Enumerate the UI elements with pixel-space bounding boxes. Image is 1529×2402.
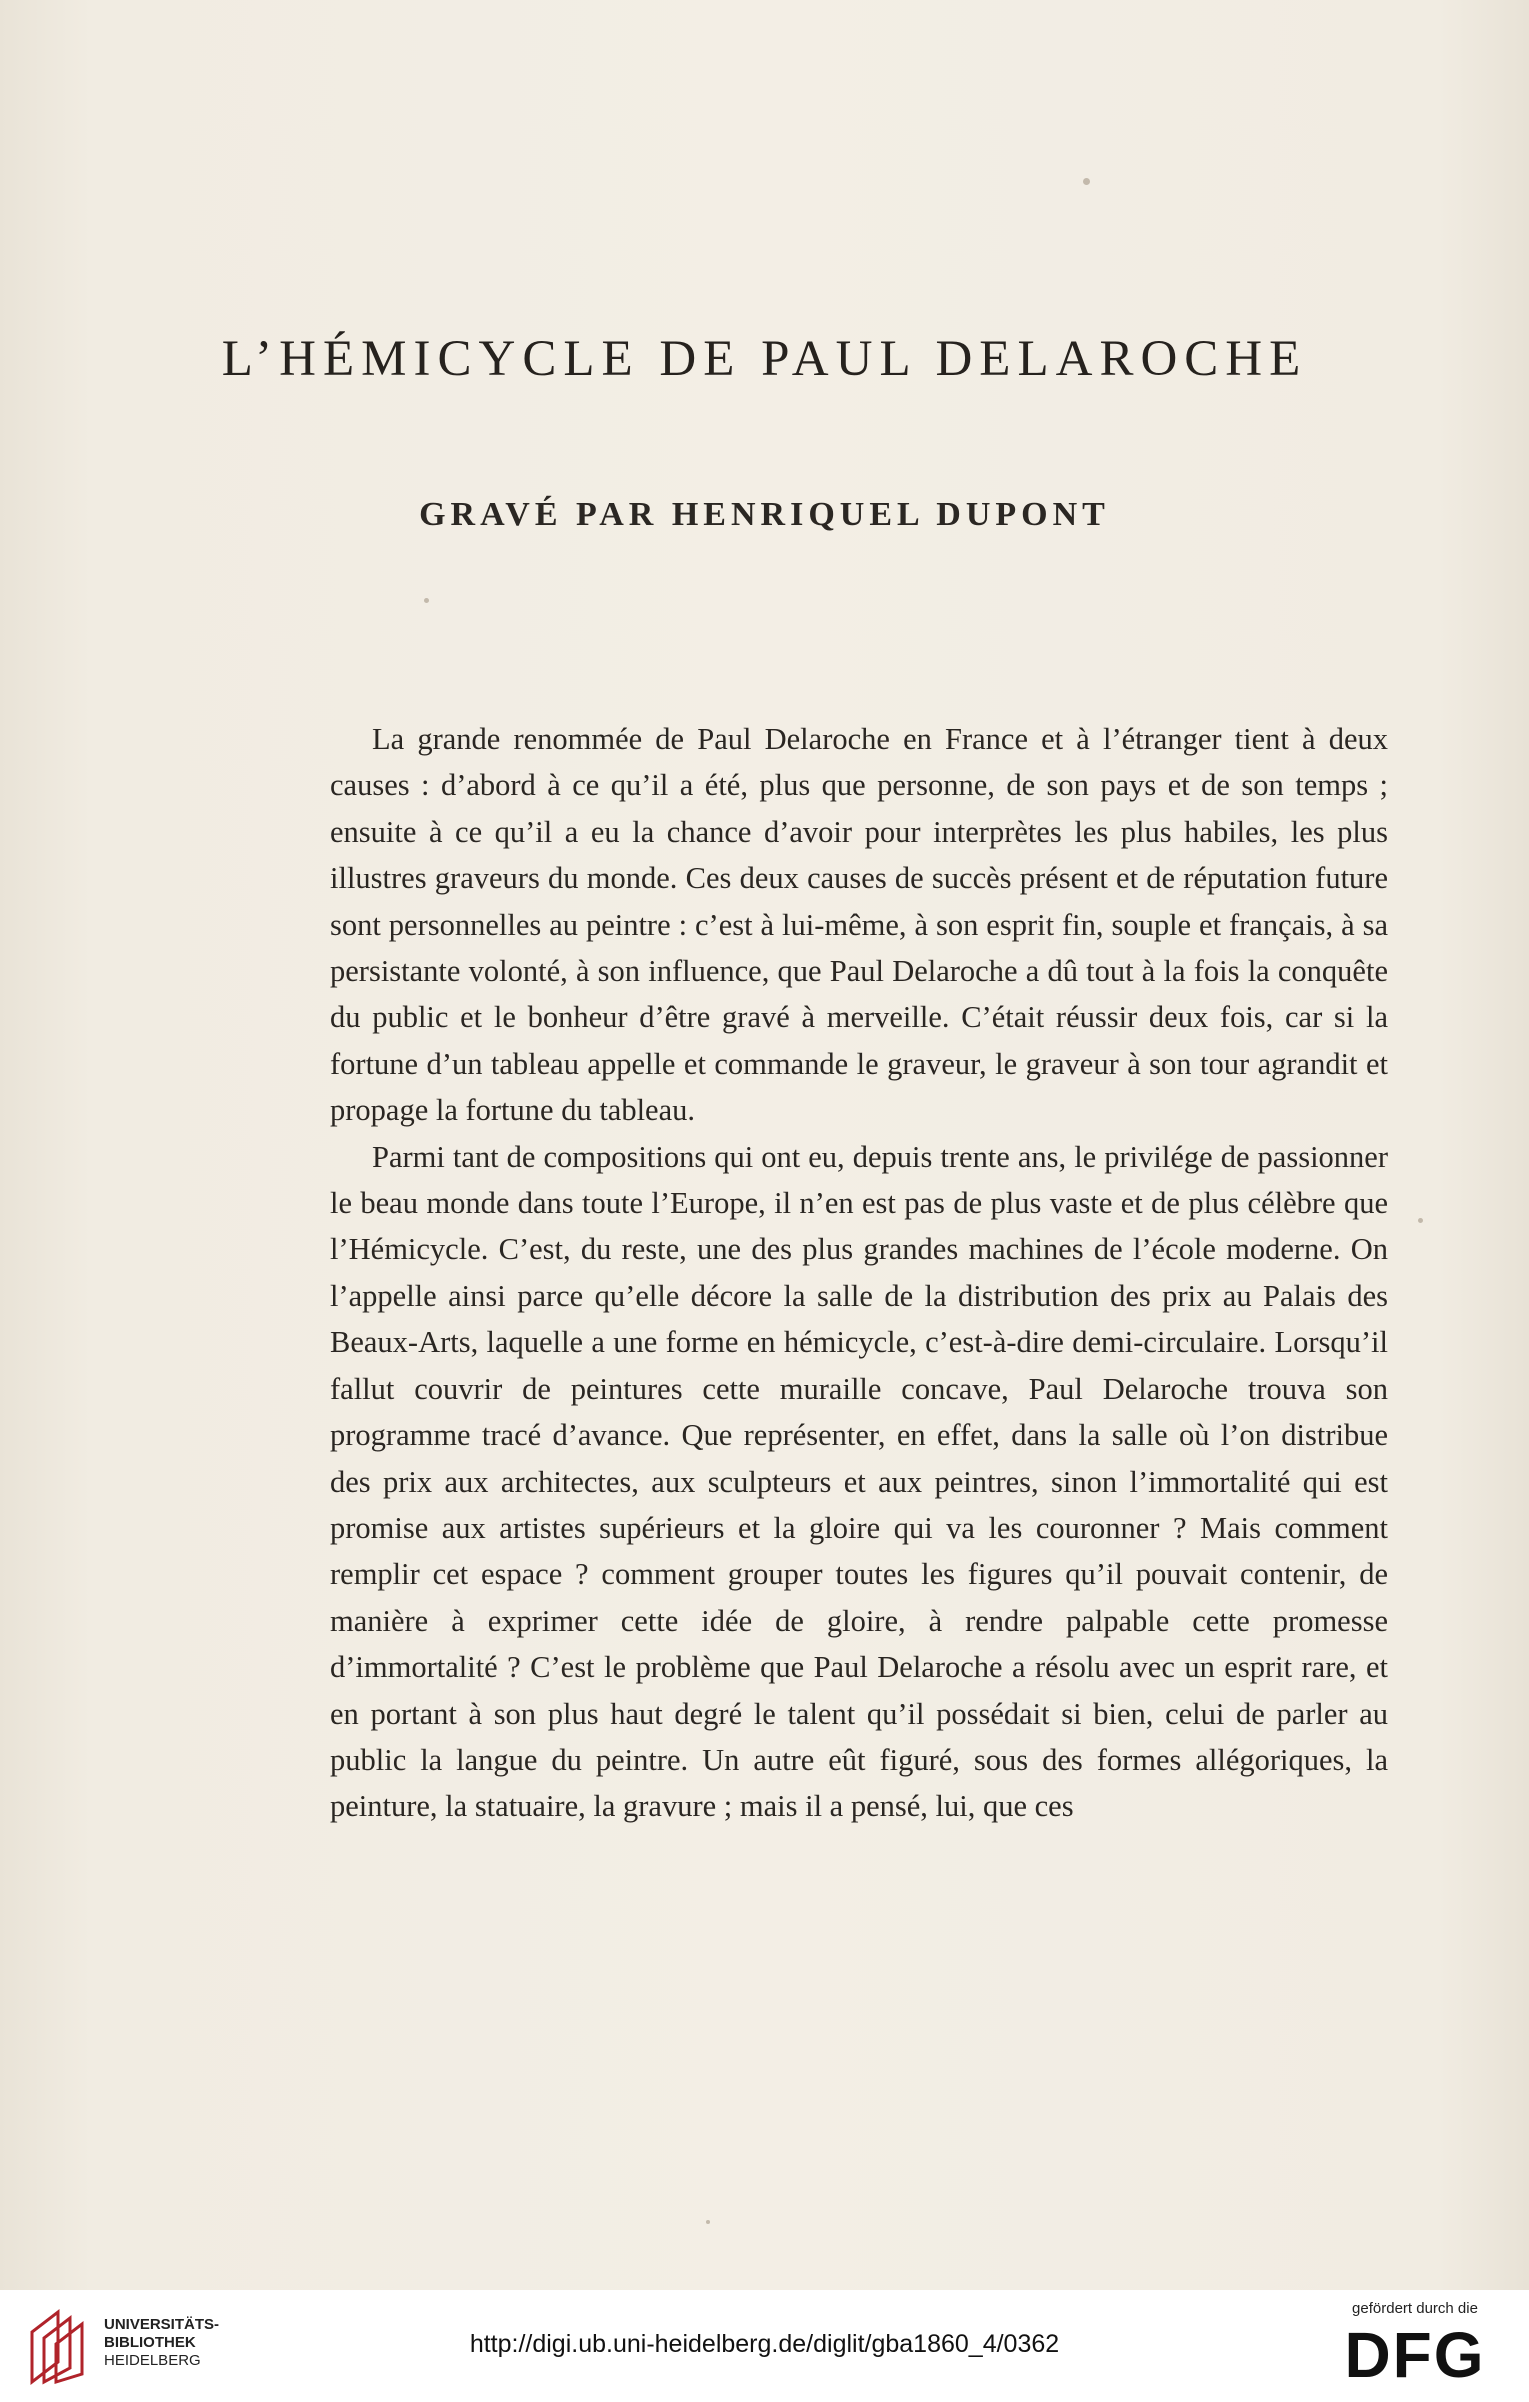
library-name-line: UNIVERSITÄTS- [104,2316,220,2333]
viewer-footer [0,2290,1529,2402]
foxing-spot [706,2220,710,2224]
library-name-line: BIBLIOTHEK [104,2334,196,2351]
foxing-spot [424,598,429,603]
foxing-spot [1418,1218,1423,1223]
permalink[interactable]: http://digi.ub.uni-heidelberg.de/diglit/gba1860_4/0362 [469,2330,1060,2358]
foxing-spot [1083,178,1090,185]
paragraph: La grande renommée de Paul Delaroche en France et à l’étranger tient à deux causes : d’abord à ce qu’il a été, plus que personne, de son pays et de son temps ; ensuite à ce qu’il a eu la chance d’avoir pour interprètes les plus habiles, les plus illustres graveurs du monde. Ces deux causes de succès présent et de réputation future sont personnelles au peintre : c’est à lui-même, à son esprit fin, souple et français, à sa persistante volonté, à son influence, que Paul Delaroche a dû tout à la fois la conquête du public et le bonheur d’être gravé à merveille. C’était réussir deux fois, car si la fortune d’un tableau appelle et commande le graveur, le graveur à son tour agrandit et propage la fortune du tableau. [330,722,1388,1128]
paragraph: Parmi tant de compositions qui ont eu, depuis trente ans, le privilége de passionner le beau monde dans toute l’Europe, il n’en est pas de plus vaste et de plus célèbre que l’Hémicycle. C’est, du reste, une des plus grandes machines de l’école moderne. On l’appelle ainsi parce qu’elle décore la salle de la distribution des prix au Palais des Beaux-Arts, laquelle a une forme en hémicycle, c’est-à-dire demi-circulaire. Lorsqu’il fallut couvrir de peintures cette muraille concave, Paul Delaroche trouva son programme tracé d’avance. Que représenter, en effet, dans la salle où l’on distribue des prix aux architectes, aux sculpteurs et aux peintres, sinon l’immortalité qui est promise aux artistes supérieurs et la gloire qui va les couronner ? Mais comment remplir cet espace ? comment grouper toutes les figures qu’il pouvait contenir, de manière à exprimer cette idée de gloire, à rendre palpable cette promesse d’immortalité ? C’est le problème que Paul Delaroche a résolu avec un esprit rare, et en portant à son plus haut degré le talent qu’il possédait si bien, celui de parler au public la langue du peintre. Un autre eût figuré, sous des formes allégoriques, la peinture, la statuaire, la gravure ; mais il a pensé, lui, que ces [330,1139,1388,1824]
article-subtitle: GRAVÉ PAR HENRIQUEL DUPONT [419,496,1110,533]
article-body [330,716,1388,1830]
dfg-logo: DFG [1344,2319,1486,2391]
funding-caption: gefördert durch die [1352,2300,1478,2317]
library-name-line: HEIDELBERG [104,2352,201,2369]
article-title: L’HÉMICYCLE DE PAUL DELAROCHE [221,331,1308,387]
funding-credit [1325,2300,1505,2391]
